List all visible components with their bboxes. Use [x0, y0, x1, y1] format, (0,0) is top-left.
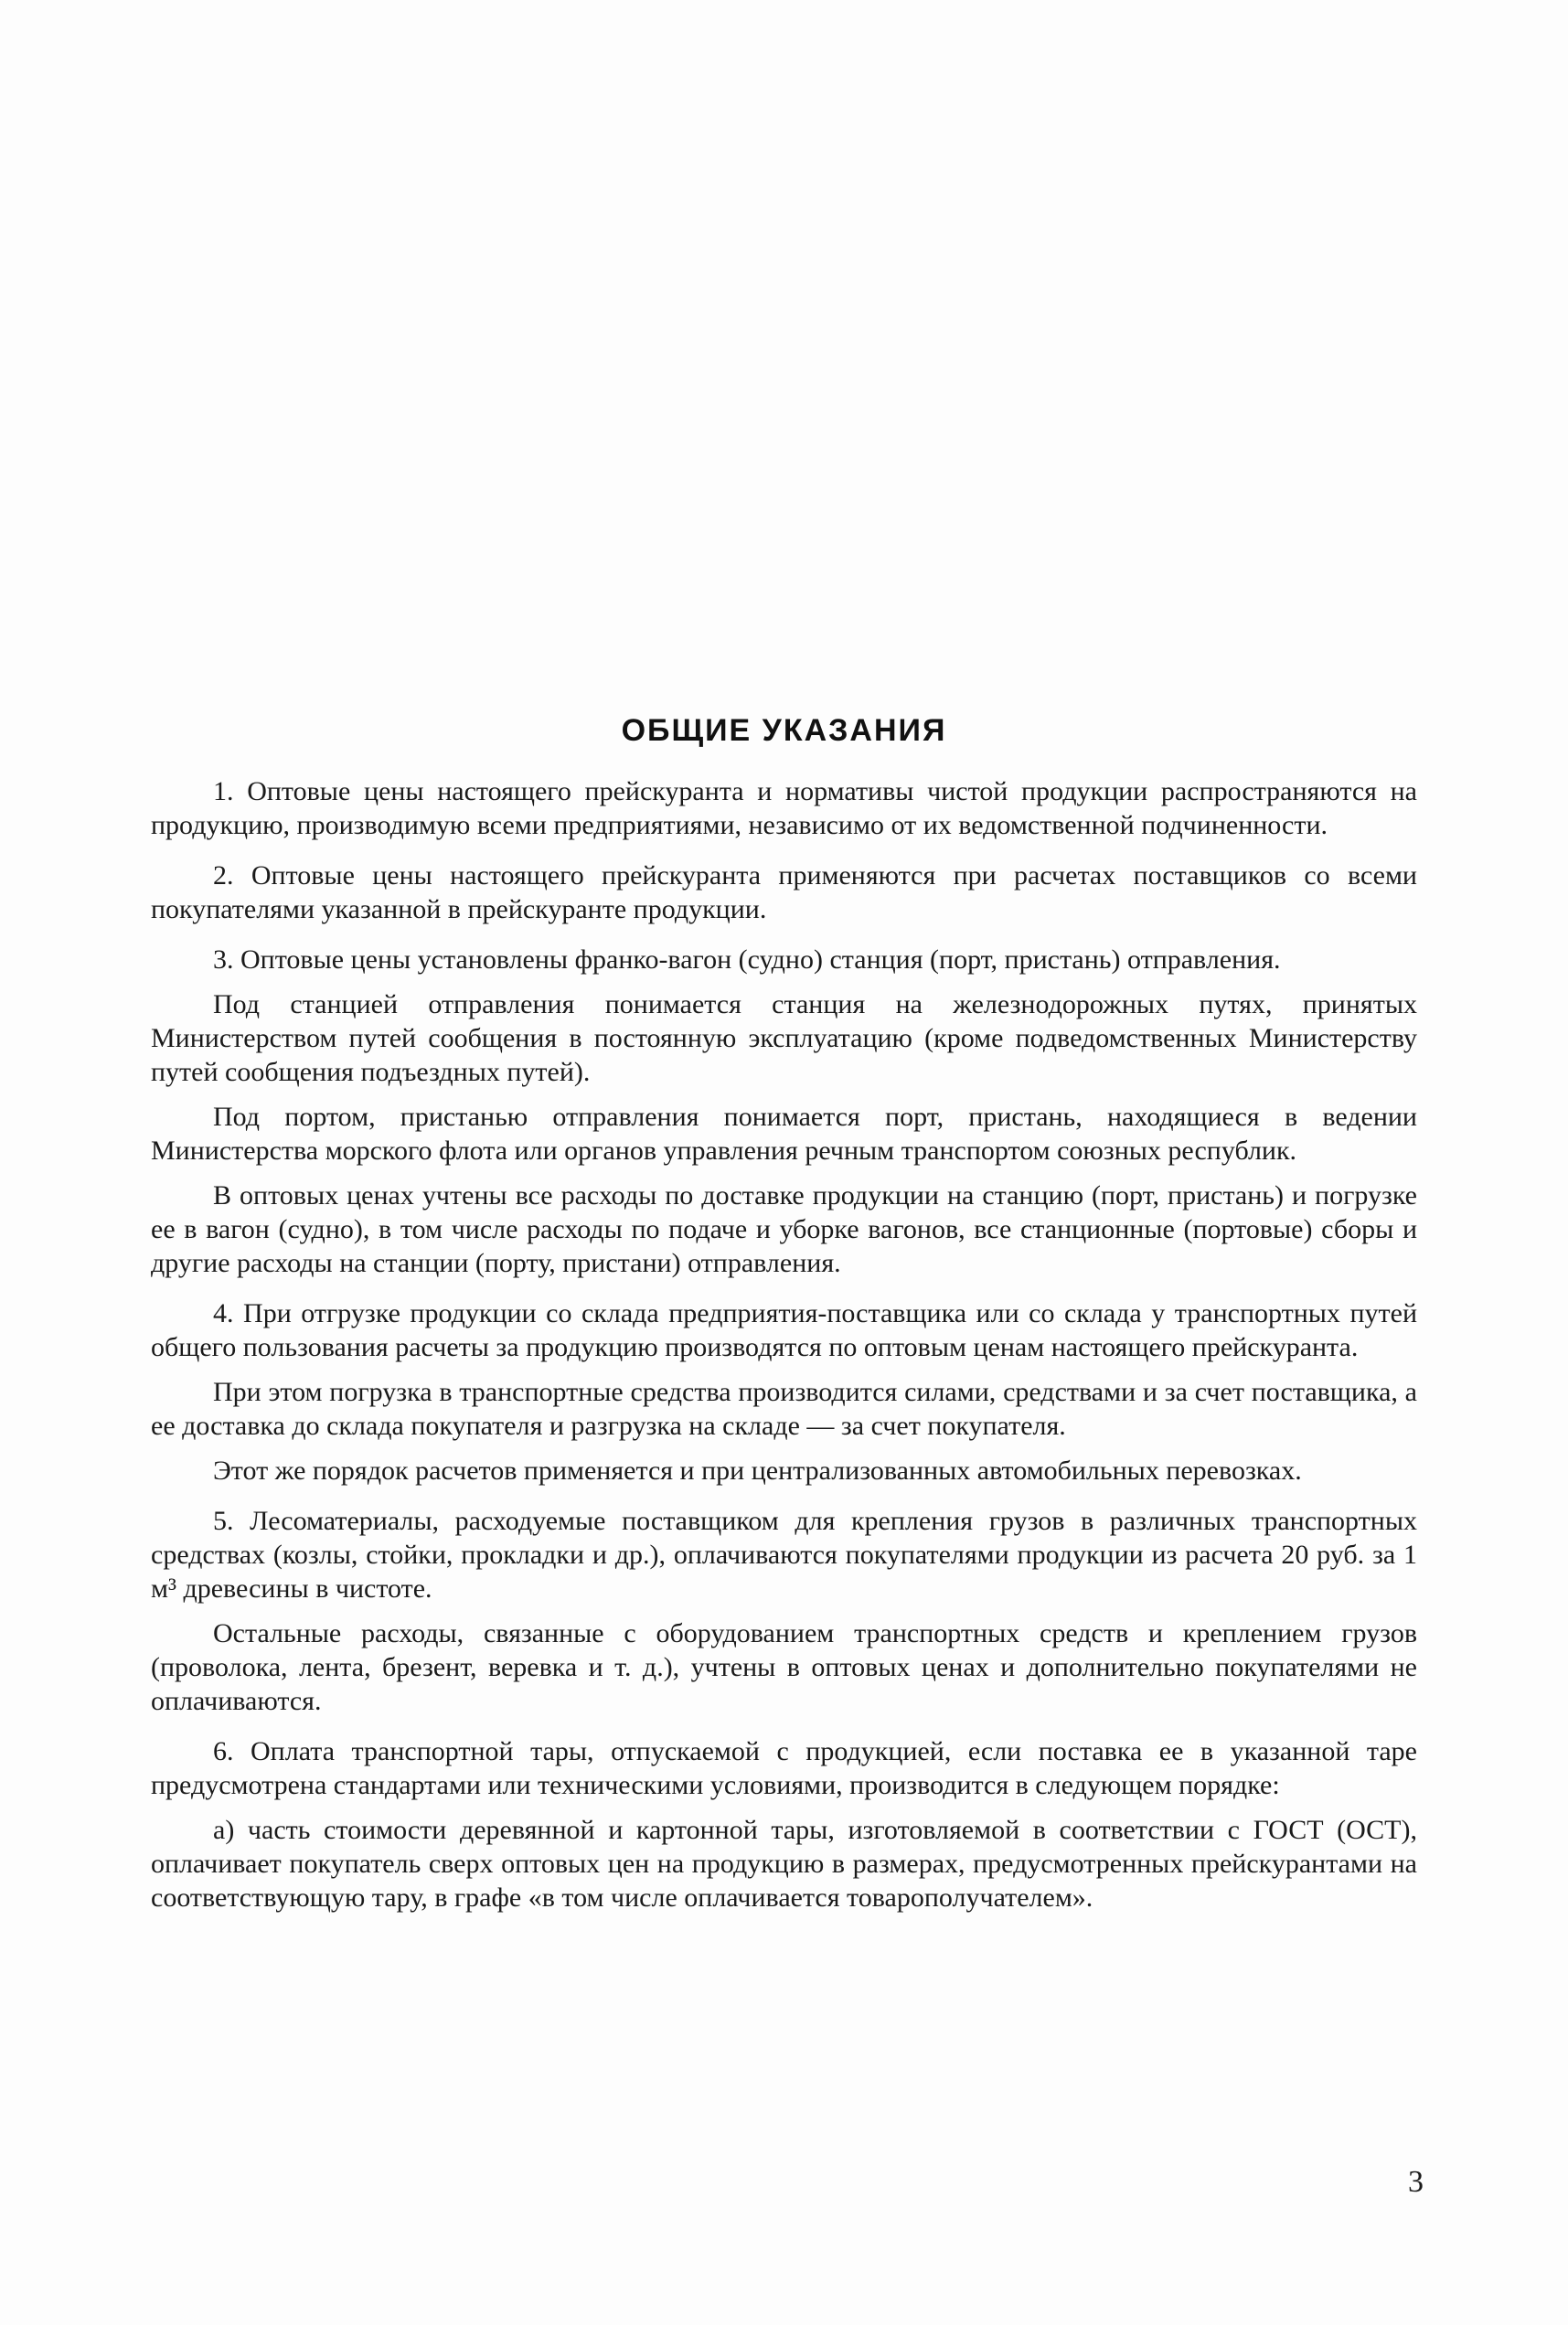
- paragraph-loading-costs: При этом погрузка в транспортные средства производится силами, средствами и за счет поставщика, а ее доставка до склада покупателя и разгрузка на складе — за счет покупателя.: [151, 1377, 1417, 1441]
- paragraph-1-wholesale-prices-scope: 1. Оптовые цены настоящего прейскуранта и нормативы чистой продукции распространяются на продукцию, производимую всеми предприятиями, независимо от их ведомственной подчиненности.: [151, 776, 1417, 840]
- paragraph-2-wholesale-prices-usage: 2. Оптовые цены настоящего прейскуранта применяются при расчетах поставщиков со всеми покупателями указанной в прейскуранте продукции.: [151, 860, 1417, 924]
- paragraph-automobile-transport: Этот же порядок расчетов применяется и при централизованных автомобильных перевозках.: [213, 1456, 1302, 1486]
- document-content: [151, 713, 1417, 1931]
- paragraph-included-expenses: В оптовых ценах учтены все расходы по доставке продукции на станцию (порт, пристань) и погрузке ее в вагон (судно), в том числе расходы по подаче и уборке вагонов, все станционные (портовые) сборы и другие расходы на станции (порту, пристани) отправления.: [151, 1180, 1417, 1278]
- paragraph-departure-port: Под портом, пристанью отправления понимается порт, пристань, находящиеся в ведении Министерства морского флота или органов управления речным транспортом союзных республик.: [151, 1102, 1417, 1166]
- paragraph-other-expenses: Остальные расходы, связанные с оборудованием транспортных средств и креплением грузов (проволока, лента, брезент, веревка и т. д.), учтены в оптовых ценах и дополнительно покупателями не оплачиваются.: [151, 1618, 1417, 1716]
- paragraph-3-franco-wagon: 3. Оптовые цены установлены франко-вагон (судно) станция (порт, пристань) отправления.: [213, 944, 1281, 975]
- page-number: 3: [1408, 2165, 1424, 2199]
- paragraph-4-warehouse-shipment: 4. При отгрузке продукции со склада предприятия-поставщика или со склада у транспортных путей общего пользования расчеты за продукцию производятся по оптовым ценам настоящего прейскуранта.: [151, 1298, 1417, 1362]
- paragraph-5-timber-materials: 5. Лесоматериалы, расходуемые поставщиком для крепления грузов в различных транспортных средствах (козлы, стойки, прокладки и др.), оплачиваются покупателями продукции из расчета 20 руб. за 1 м³ древесины в чистоте.: [151, 1506, 1417, 1604]
- paragraph-departure-station: Под станцией отправления понимается станция на железнодорожных путях, принятых Министерством путей сообщения в постоянную эксплуатацию (кроме подведомственных Министерству путей сообщения подъездных путей).: [151, 989, 1417, 1087]
- section-heading: ОБЩИЕ УКАЗАНИЯ: [621, 713, 947, 748]
- paragraph-6a-wooden-cardboard-packaging: а) часть стоимости деревянной и картонной тары, изготовляемой в соответствии с ГОСТ (ОСТ), оплачивает покупатель сверх оптовых цен на продукцию в размерах, предусмотренных прейскурантами на соответствующую тару, в графе «в том числе оплачивается товарополучателем».: [151, 1815, 1417, 1913]
- paragraph-6-transport-packaging: 6. Оплата транспортной тары, отпускаемой с продукцией, если поставка ее в указанной таре предусмотрена стандартами или техническими условиями, производится в следующем порядке:: [151, 1736, 1417, 1800]
